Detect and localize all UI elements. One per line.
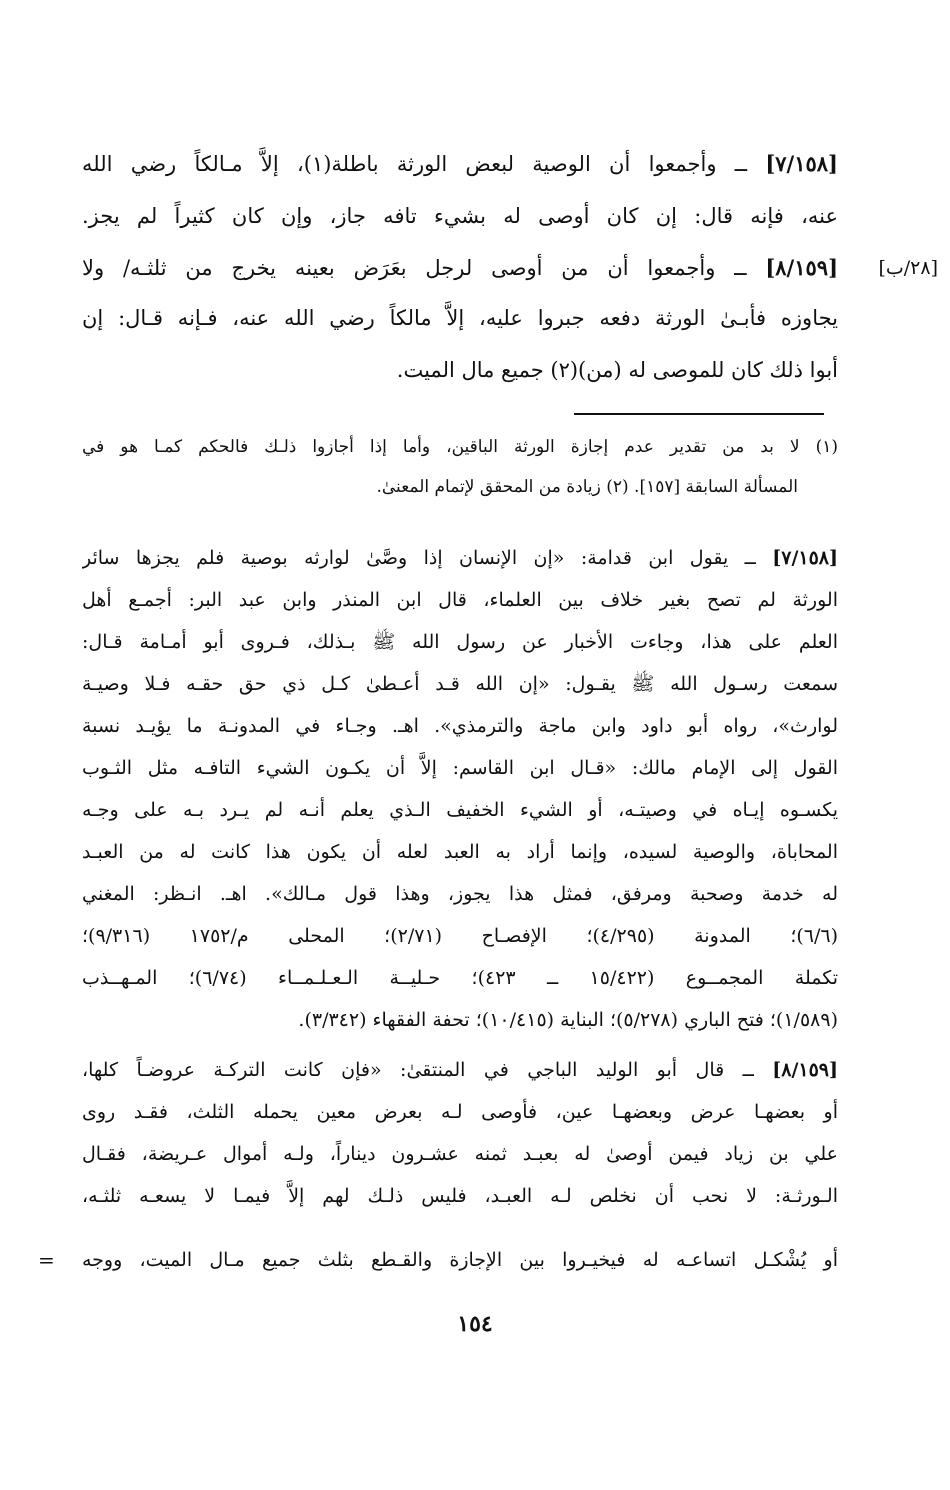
main-text-line: أبوا ذلك كان للموصى له (من)(٢) جميع مال الميت.	[396, 358, 838, 382]
commentary-line: (٦/٦)؛ المدونة (٤/٢٩٥)؛ الإفصـاح (٢/٧١)؛ المحلى م/١٧٥٢ (٩/٣١٦)؛	[82, 925, 838, 947]
commentary-line: أو بعضهـا عرض وبعضهـا عين، فأوصى لـه بعرض معين يحمله الثلث، فقـد روى	[82, 1101, 838, 1123]
continuation-mark: =	[38, 1248, 55, 1272]
section-reference: [٨/١٥٩]	[765, 255, 838, 280]
commentary-line: لوارث»، رواه أبو داود وابن ماجة والترمذي». اهـ. وجـاء في المدونـة ما يؤيـد نسبة	[82, 715, 838, 737]
commentary-line: [٨/١٥٩] ــ قال أبو الوليد الباجي في المنتقىٰ: «فإن كانت التركـة عروضـاً كلها،	[82, 1059, 838, 1081]
commentary-line: له خدمة وصحبة ومرفق، فمثل هذا يجوز، وهذا قول مـالك». اهـ. انـظر: المغني	[82, 883, 838, 905]
section-reference: [٧/١٥٨]	[765, 151, 838, 176]
commentary-line: يكسـوه إيـاه في وصيتـه، أو الشيء الخفيف الـذي يعلم أنـه لم يـرد بـه على وجـه	[82, 799, 838, 821]
section-reference: [٧/١٥٨]	[772, 547, 838, 569]
main-text-line: [٧/١٥٨] ــ وأجمعوا أن الوصية لبعض الورثة باطلة(١)، إلاَّ مـالكاً رضي الله	[82, 151, 838, 176]
main-text-line: يجاوزه فأبـىٰ الورثة دفعه جبروا عليه، إلاَّ مالكاً رضي الله عنه، فـإنه قـال: إن	[82, 306, 838, 330]
commentary-line: سمعت رسـول الله ﷺ يقـول: «إن الله قـد أعـطىٰ كـل ذي حق حقـه فـلا وصيـة	[82, 673, 838, 695]
commentary-line: علي بن زياد فيمن أوصىٰ له بعبـد ثمنه عشـرون ديناراً، ولـه أموال عـريضة، فقـال	[82, 1143, 838, 1165]
commentary-line: أو يُشْكـل اتساعـه له فيخيـروا بين الإجازة والقـطع بثلث جميع مـال الميت، ووجه	[82, 1249, 838, 1271]
main-text-line: عنه، فإنه قال: إن كان أوصى له بشيء تافه جاز، وإن كان كثيراً لم يجز.	[82, 204, 838, 228]
footnote-separator	[574, 413, 824, 415]
commentary-line: [٧/١٥٨] ــ يقول ابن قدامة: «إن الإنسان إذا وصَّىٰ لوارثه بوصية فلم يجزها سائر	[82, 547, 838, 569]
main-text-line: [٨/١٥٩] ــ وأجمعوا أن من أوصى لرجل بعَرَض بعينه يخرج من ثلثـه/ ولا	[82, 255, 838, 280]
commentary-line: تكملة المجمــوع (١٥/٤٢٢ ــ ٤٢٣)؛ حـليــة الـعـلـمــاء (٦/٧٤)؛ المـهــذب	[82, 967, 838, 989]
page-number: ١٥٤	[457, 1311, 493, 1337]
commentary-line: الـورثـة: لا نحب أن نخلص لـه العبـد، فليس ذلـك لهم إلاَّ فيمـا لا يسعـه ثلثـه،	[82, 1185, 838, 1207]
footnote-line: المسألة السابقة [١٥٧]. (٢) زيادة من المحقق لإتمام المعنىٰ.	[376, 477, 798, 497]
commentary-line: القول إلى الإمام مالك: «قـال ابن القاسم: إلاَّ أن يكـون الشيء التافـه مثل الثـوب	[82, 757, 838, 779]
commentary-line: العلم على هذا، وجاءت الأخبار عن رسول الله ﷺ بـذلك، فـروى أبو أمـامة قـال:	[82, 631, 838, 653]
commentary-line: المحاباة، والوصية لسيده، وإنما أراد به العبد لعله أن يكون هذا كانت له من العبـد	[82, 841, 838, 863]
manuscript-folio-marker: [٢٨/ب]	[878, 257, 938, 279]
commentary-line: الورثة لم تصح بغير خلاف بين العلماء، قال ابن المنذر وابن عبد البر: أجمـع أهل	[82, 589, 838, 611]
footnote-line: (١) لا بد من تقدير عدم إجازة الورثة الباقين، وأما إذا أجازوا ذلـك فالحكم كمـا هو في	[82, 437, 838, 457]
commentary-line: (١/٥٨٩)؛ فتح الباري (٥/٢٧٨)؛ البناية (١٠/٤١٥)؛ تحفة الفقهاء (٣/٣٤٢).	[298, 1009, 838, 1031]
section-reference: [٨/١٥٩]	[772, 1059, 838, 1081]
